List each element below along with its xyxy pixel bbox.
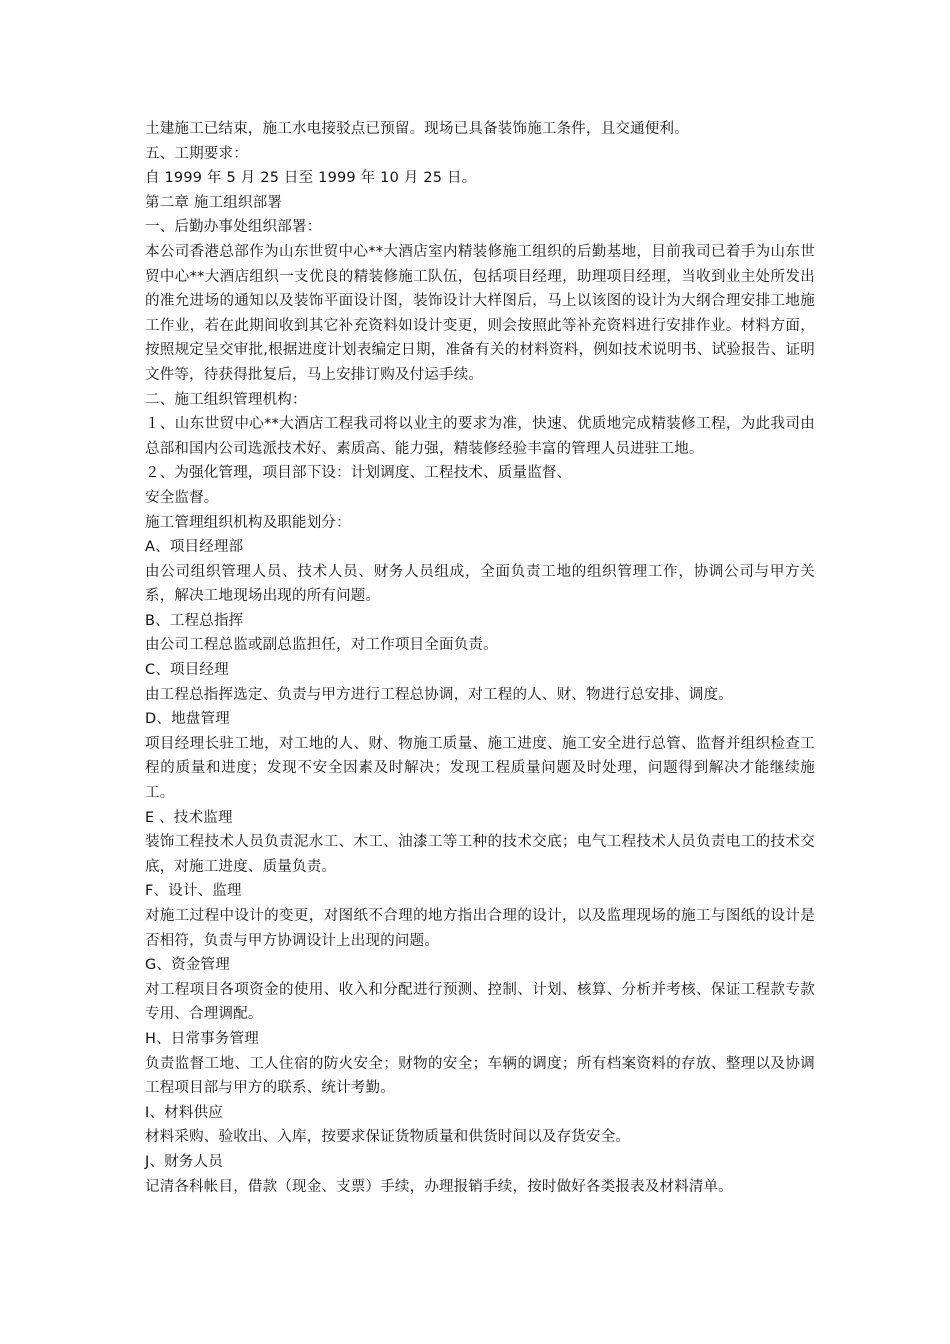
paragraph: 土建施工已结束，施工水电接驳点已预留。现场已具备装饰施工条件，且交通便利。: [145, 121, 689, 137]
paragraph: 材料采购、验收出、入库，按要求保证货物质量和供货时间以及存货安全。: [145, 1129, 631, 1146]
subsection-heading: A、项目经理部: [145, 539, 244, 556]
paragraph: １、山东世贸中心**大酒店工程我司将以业主的要求为准，快速、优质地完成精装修工程，为此我司由总部和国内公司选派技术好、素质高、能力强，精装修经验丰富的管理人员进驻工地。: [145, 416, 815, 457]
paragraph: 施工管理组织机构及职能划分：: [145, 514, 351, 531]
section-heading: 一、后勤办事处组织部署：: [145, 219, 322, 236]
paragraph: 装饰工程技术人员负责泥水工、木工、油漆工等工种的技术交底；电气工程技术人员负责电工的技术交底，对施工进度、质量负责。: [145, 834, 815, 875]
document-body: [145, 117, 815, 1199]
paragraph: 安全监督。: [145, 489, 219, 506]
subsection-heading: E 、技术监理: [145, 809, 233, 826]
paragraph: 由公司组织管理人员、技术人员、财务人员组成，全面负责工地的组织管理工作，协调公司与甲方关系，解决工地现场出现的所有问题。: [145, 563, 815, 605]
subsection-heading: F、设计、监理: [145, 883, 242, 900]
subsection-heading: H、日常事务管理: [145, 1030, 260, 1047]
paragraph: 由工程总指挥选定、负责与甲方进行工程总协调，对工程的人、财、物进行总安排、调度。: [145, 686, 733, 703]
subsection-heading: I、材料供应: [145, 1104, 223, 1121]
paragraph: 项目经理长驻工地，对工地的人、财、物施工质量、施工进度、施工安全进行总管、监督并组织检查工程的质量和进度；发现不安全因素及时解决；发现工程质量问题及时处理，问题得到解决才能继续施工。: [145, 735, 815, 802]
section-heading: 五、工期要求：: [145, 145, 248, 162]
paragraph: ２、为强化管理，项目部下设：计划调度、工程技术、质量监督、: [145, 465, 572, 482]
chapter-heading: 第二章 施工组织部署: [145, 194, 283, 211]
paragraph: 记清各科帐目，借款（现金、支票）手续，办理报销手续，按时做好各类报表及材料清单。: [145, 1178, 733, 1195]
paragraph: 对施工过程中设计的变更，对图纸不合理的地方指出合理的设计，以及监理现场的施工与图纸的设计是否相符，负责与甲方协调设计上出现的问题。: [145, 908, 815, 949]
paragraph: 自 1999 年 5 月 25 日至 1999 年 10 月 25 日。: [145, 170, 477, 187]
subsection-heading: C、项目经理: [145, 662, 229, 679]
subsection-heading: D、地盘管理: [145, 711, 230, 728]
subsection-heading: J、财务人员: [145, 1153, 223, 1170]
subsection-heading: G、资金管理: [145, 957, 230, 974]
paragraph: 负责监督工地、工人住宿的防火安全；财物的安全；车辆的调度；所有档案资料的存放、整理以及协调工程项目部与甲方的联系、统计考勤。: [145, 1055, 815, 1097]
paragraph: 对工程项目各项资金的使用、收入和分配进行预测、控制、计划、核算、分析并考核、保证工程款专款专用、合理调配。: [145, 981, 815, 1023]
section-heading: 二、施工组织管理机构：: [145, 391, 307, 408]
paragraph: 本公司香港总部作为山东世贸中心**大酒店室内精装修施工组织的后勤基地，目前我司已着手为山东世贸中心**大酒店组织一支优良的精装修施工队伍，包括项目经理，助理项目经理，当收到业主处所发出的准允进场的通知以及装饰平面设计图，装饰设计大样图后，马上以该图的设计为大纲合理安排工地施工作业，若在此期间收到其它补充资料如设计变更，则会按照此等补充资料进行安排作业。材料方面，按照规定呈交审批,根据进度计划表编定日期，准备有关的材料资料，例如技术说明书、试验报告、证明文件等，待获得批复后，马上安排订购及付运手续。: [145, 243, 815, 383]
paragraph: 由公司工程总监或副总监担任，对工作项目全面负责。: [145, 637, 498, 654]
subsection-heading: B、工程总指挥: [145, 612, 244, 629]
